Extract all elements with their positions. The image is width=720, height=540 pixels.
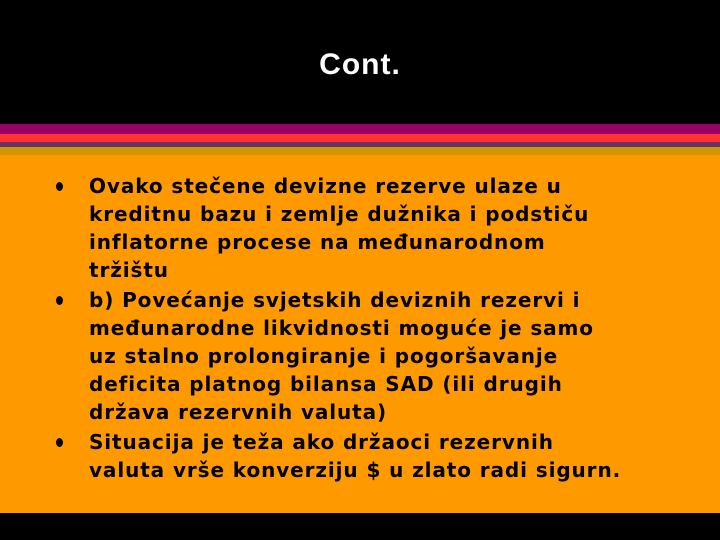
divider-stripe-red: [0, 134, 720, 142]
bullet-text: Ovako stečene devizne rezerve ulaze u kreditnu bazu i zemlje dužnika i podstiču inflatorne procese na međunarodnom tržištu: [89, 174, 590, 282]
bullet-text: b) Povećanje svjetskih deviznih rezervi i međunarodne likvidnosti moguće je samo uz stalno prolongiranje i pogoršavanje deficita platnog bilansa SAD (ili drugih država rezervnih valuta): [89, 288, 594, 424]
bullet-list: [0, 172, 720, 486]
bullet-item: [0, 172, 720, 284]
divider-stripe-gold: [0, 147, 720, 155]
bullet-dot-icon: [56, 182, 63, 191]
bullet-item: [0, 286, 720, 426]
bullet-dot-icon: [56, 438, 63, 447]
divider-stripe-purple: [0, 124, 720, 134]
bullet-item: [0, 428, 720, 484]
bullet-dot-icon: [56, 296, 63, 305]
slide-title: Cont.: [319, 48, 401, 81]
bullet-text: Situacija je teža ako držaoci rezervnih valuta vrše konverziju $ u zlato radi sigurn.: [89, 430, 622, 482]
